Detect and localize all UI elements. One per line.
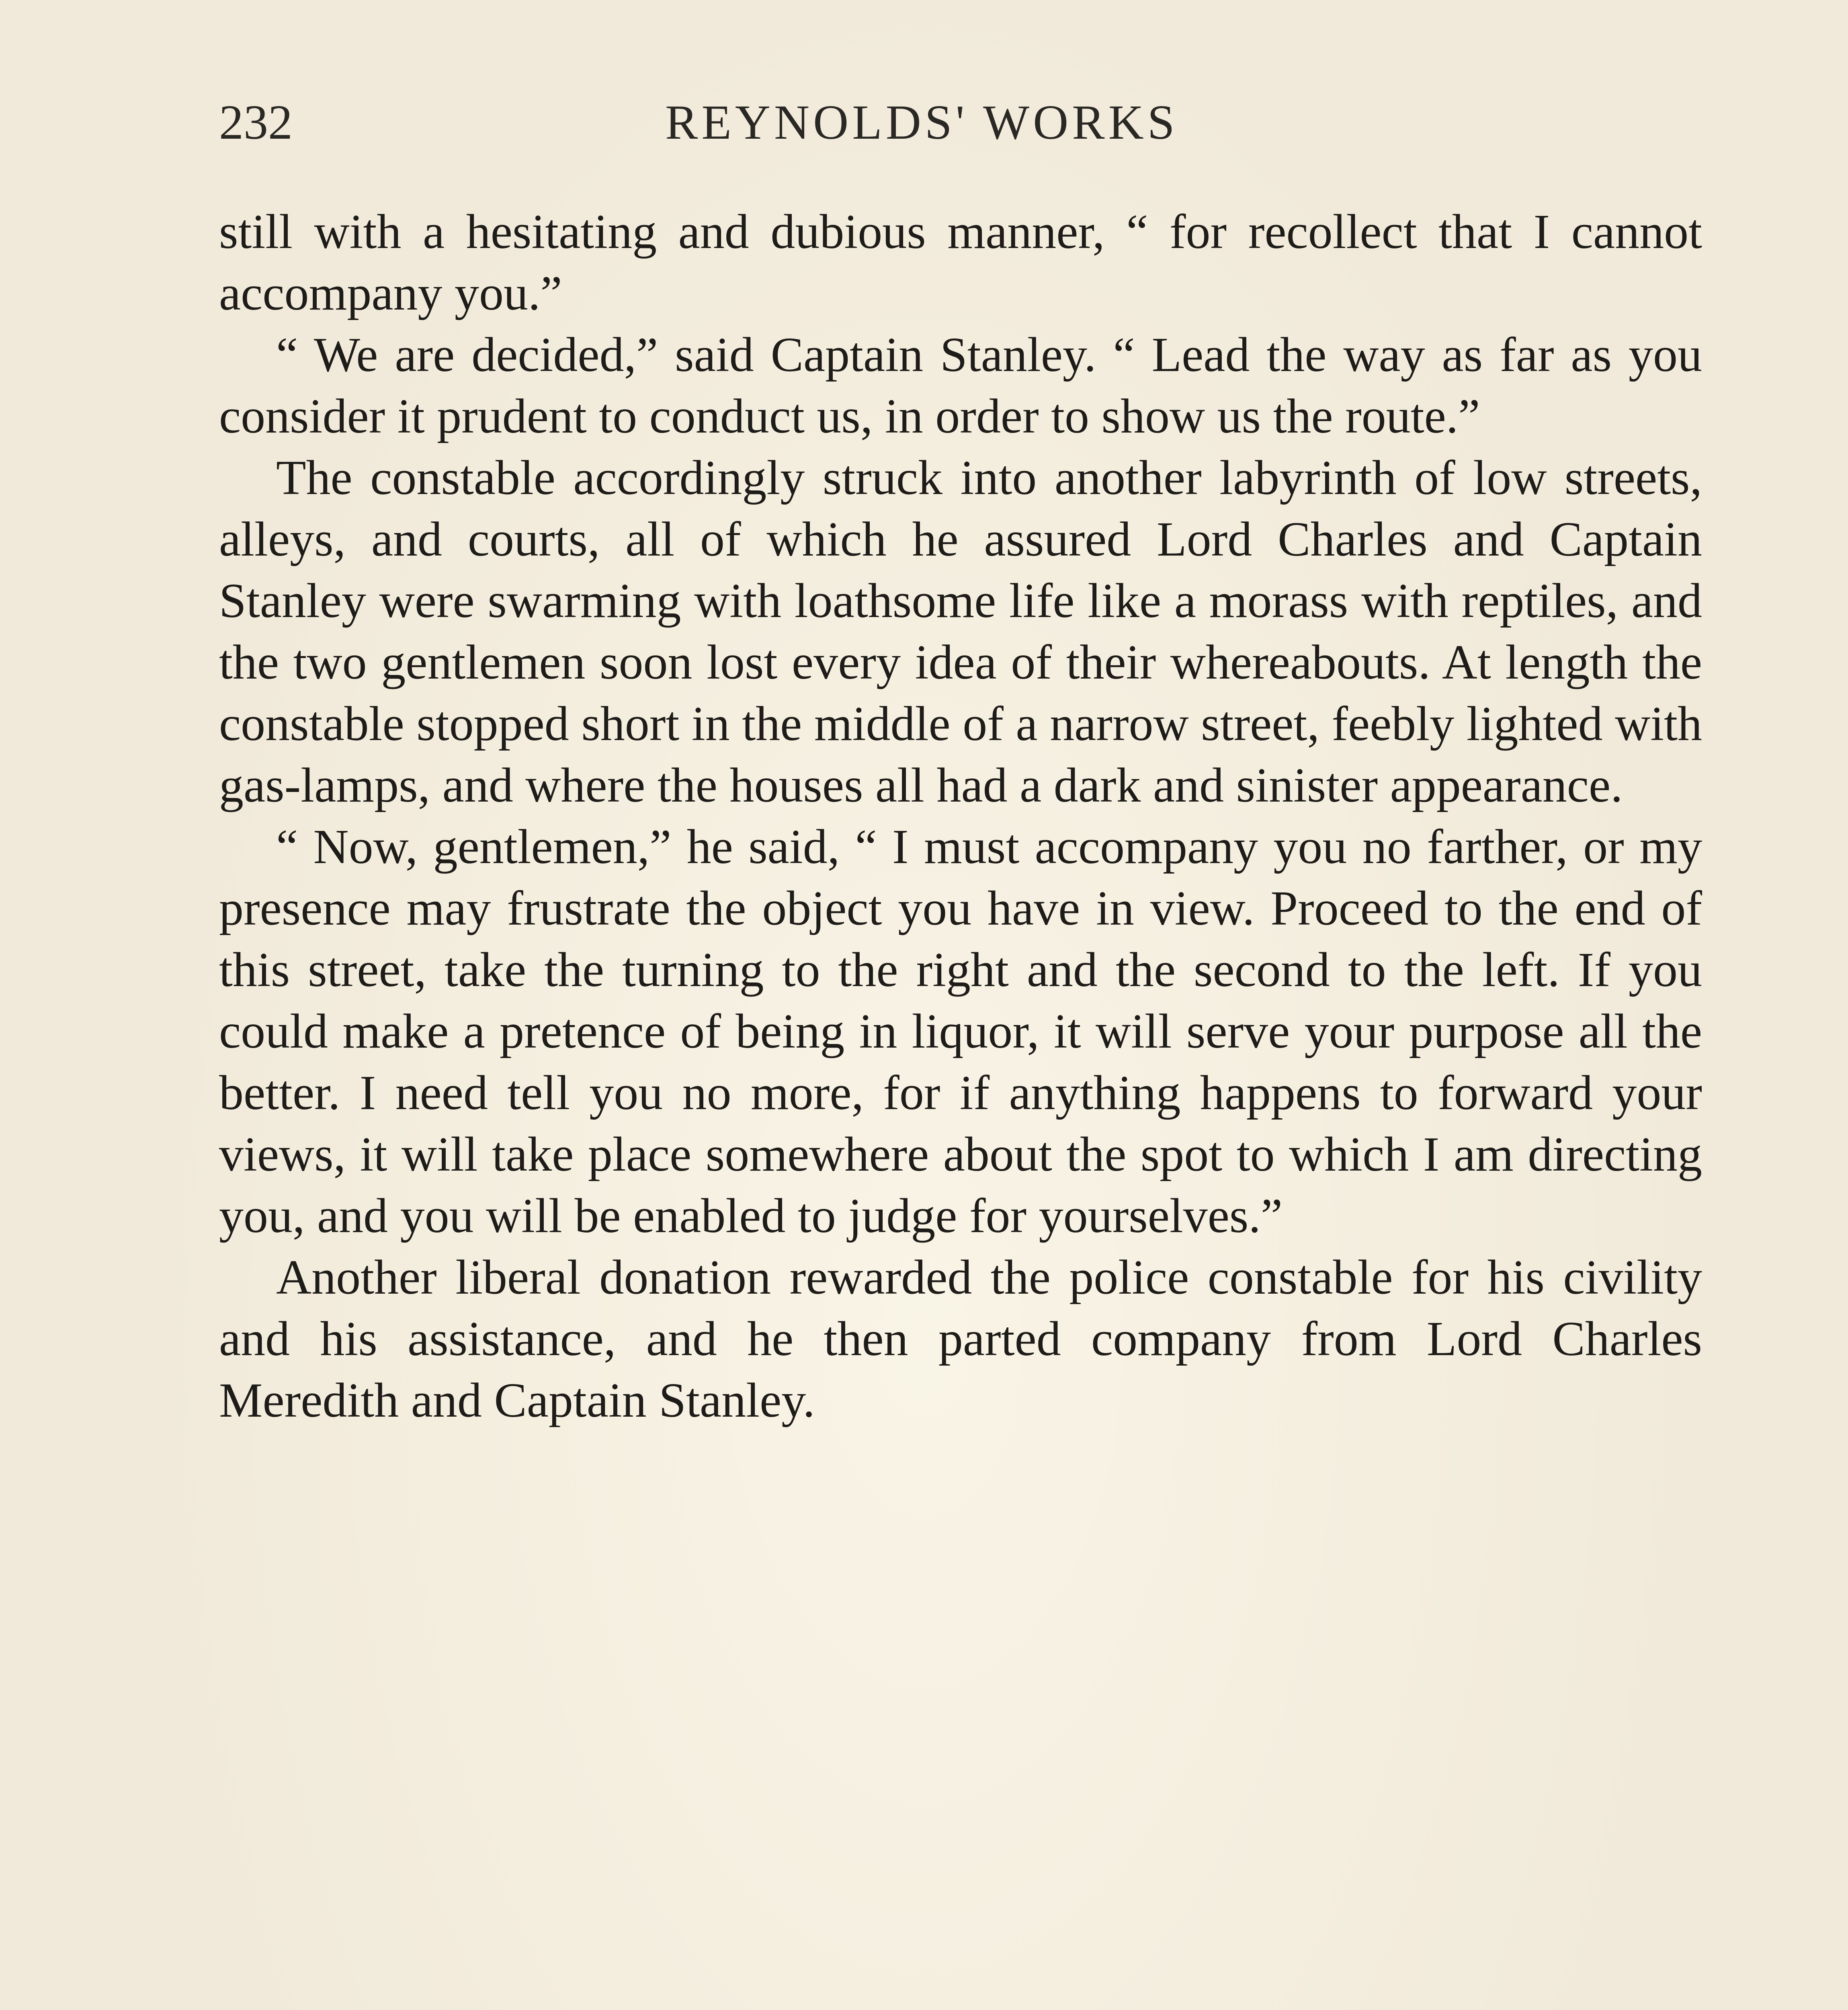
paragraph-continued: still with a hesitating and dubious manner, “ for recollect that I cannot accompany you.” [219,205,1702,320]
paragraph: “ We are decided,” said Captain Stanley. “ Lead the way as far as you consider it prudent to conduct us, in order to show us the route.” [219,328,1702,443]
page-number: 232 [219,95,293,150]
body-text [219,201,1702,1431]
paragraph: The constable accordingly struck into another labyrinth of low streets, alleys, and courts, all of which he assured Lord Charles and Captain Stanley were swarming with loathsome life like a morass with reptiles, and the two gentlemen soon lost every idea of their whereabouts. At length the constable stopped short in the middle of a narrow street, feebly lighted with gas-lamps, and where the houses all had a dark and sinister appearance. [219,451,1702,812]
running-header [219,94,1706,163]
paragraph: Another liberal donation rewarded the police constable for his civility and his assistance, and he then parted company from Lord Charles Meredith and Captain Stanley. [219,1250,1702,1428]
paragraph: “ Now, gentlemen,” he said, “ I must accompany you no farther, or my presence may frustrate the object you have in view. Proceed to the end of this street, take the turning to the right and the second to the left. If you could make a pretence of being in liquor, it will serve your purpose all the better. I need tell you no more, for if anything happens to forward your views, it will take place somewhere about the spot to which I am directing you, and you will be enabled to judge for yourselves.” [219,820,1702,1243]
book-title: REYNOLDS' WORKS [665,95,1178,150]
